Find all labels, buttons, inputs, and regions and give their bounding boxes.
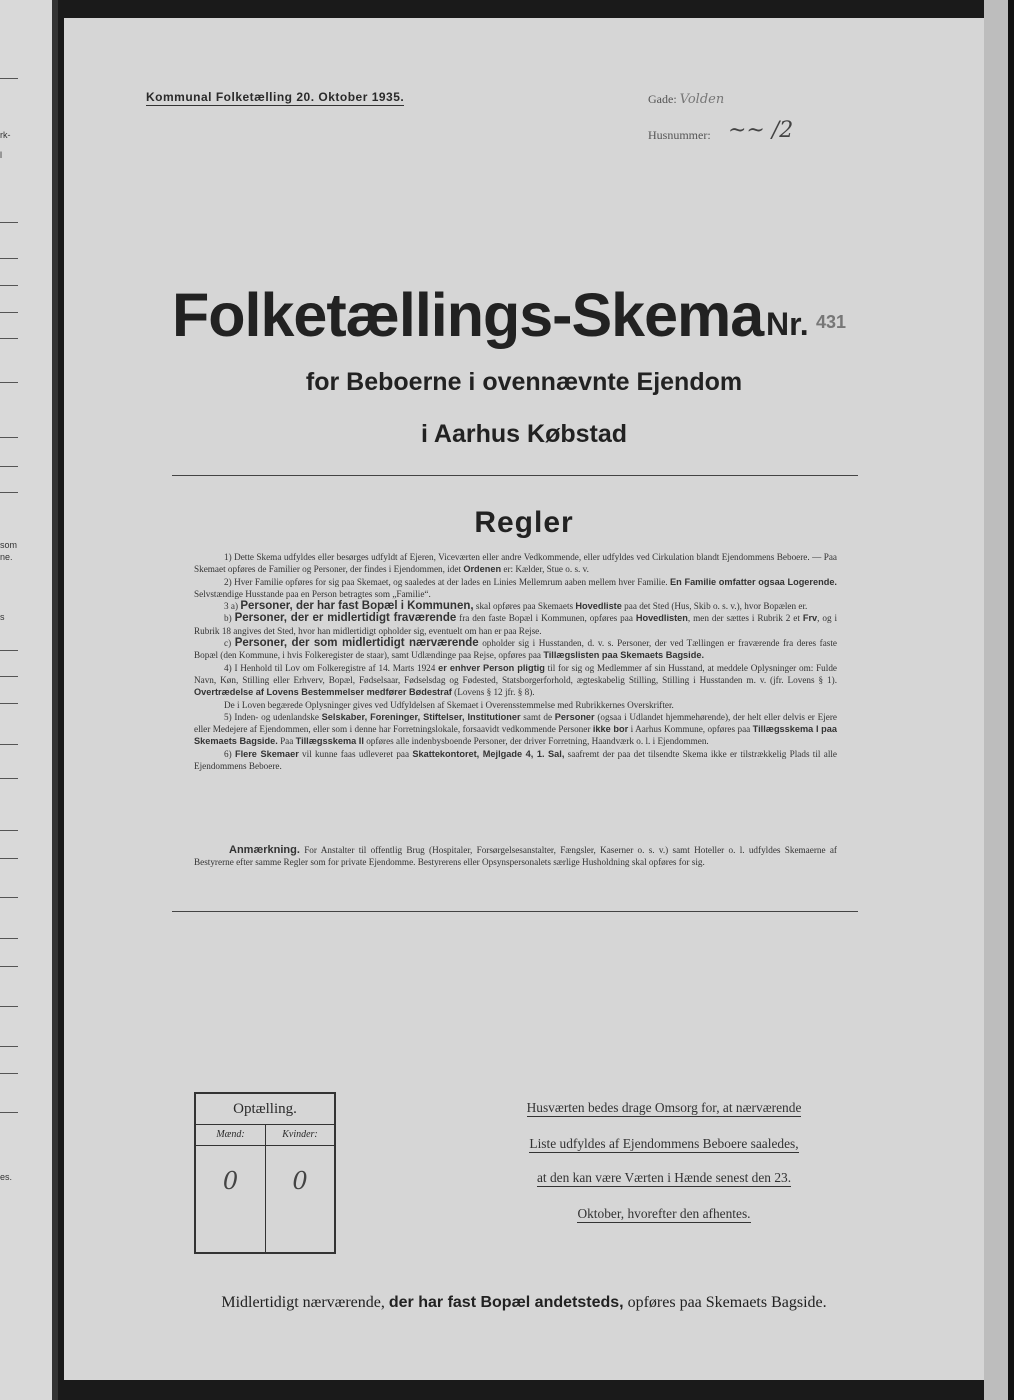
census-form-page <box>64 18 984 1380</box>
maend-column <box>196 1125 266 1252</box>
rule-1: 1) Dette Skema udfyldes eller besørges udfyldt af Ejeren, Viceværten eller andre Vedkommende, eller udfyldes ved Cirkulation blandt Ejendommens Beboere. — Paa Skemaet opføres de Familier og Personer, der findes i Ejendommen, idet Ordenen er: Kælder, Stue o. s. v. <box>194 552 837 575</box>
rule-2: 2) Hver Familie opføres for sig paa Skemaet, og saaledes at der lades en Linies Mellemrum aaben mellem hver Familie. En Familie omfatter ogsaa Logerende. Selvstændige Husstande paa en Person betragtes som „Familie“. <box>194 576 837 599</box>
kvinder-label: Kvinder: <box>266 1125 334 1146</box>
left-rule <box>0 744 18 745</box>
left-rule <box>0 858 18 859</box>
left-rule <box>0 650 18 651</box>
left-rule <box>0 382 18 383</box>
left-fragment: s <box>0 612 5 622</box>
left-rule <box>0 676 18 677</box>
rule-3a: 3 a) Personer, der har fast Bopæl i Kommunen, skal opføres paa Skemaets Hovedliste paa det Sted (Hus, Skib o. s. v.), hvor Bopælen er. <box>224 600 808 613</box>
left-rule <box>0 285 18 286</box>
left-rule <box>0 338 18 339</box>
anmaerkning-text: For Anstalter til offentlig Brug (Hospitaler, Forsørgelsesanstalter, Fængsler, Kaserner o. s. v.) samt Hoteller o. l. udfyldes Skemaerne af Bestyrerne efter samme Regler som for private Ejendomme. Bestyrerens eller Opsynspersonalets særlige Husholdning skal opføres for sig. <box>194 845 837 868</box>
kvinder-column <box>266 1125 334 1252</box>
rule-5: 5) Inden- og udenlandske Selskaber, Foreninger, Stiftelser, Institutioner samt de Personer (ogsaa i Udlandet hjemmehørende), der helt eller delvis er Ejere eller Medejere af Ejendommen, eller som i denne har Forretningslokale, forsaavidt vedkommende Personer ikke bor i Aarhus Kommune, opføres paa Tillægsskema I paa Skemaets Bagside. Paa Tillægsskema II opføres alle indenbysboende Personer, der driver Forretning, Haandværk o. l. i Ejendommen. <box>194 711 838 747</box>
rule-4: 4) I Henhold til Lov om Folkeregistre af 14. Marts 1924 er enhver Person pligtig til for sig og Medlemmer af sin Husstand, at meddele Oplysninger om: Fulde Navn, Køn, Stilling eller Erhverv, Bopæl, Fødselsaar, Fødselsdag og Fødested, Statsborgerforhold, ægteskabelig Stilling, Stilling i Husstanden m. v. (jfr. Lovens § 1). Overtrædelse af Lovens Bestemmelser medfører Bødestraf (Lovens § 12 jfr. § 8). <box>194 662 838 698</box>
rule-3c: c) Personer, der som midlertidigt nærværende opholder sig i Husstanden, d. v. s. Personer, der ved Tællingen er fraværende fra deres faste Bopæl (den Kommune, i hvis Folkeregister de staar), samt Udlændinge paa Rejse, opføres paa Tillægslisten paa Skemaets Bagside. <box>194 637 838 661</box>
form-title: Folketællings-Skema <box>172 281 764 349</box>
rule-6: 6) Flere Skemaer vil kunne faas udleveret paa Skattekontoret, Mejlgade 4, 1. Sal, saafremt der paa det tilsendte Skema ikke er tilstrækkelig Plads til alle Ejendommens Beboere. <box>194 748 838 772</box>
left-fragment: es. <box>0 1172 13 1182</box>
husnummer-field <box>648 128 711 143</box>
left-rule <box>0 778 18 779</box>
left-rule <box>0 938 18 939</box>
rule-4-note: De i Loven begærede Oplysninger gives ved Udfyldelsen af Skemaet i Overensstemmelse med Rubrikkernes Overskrifter. <box>224 699 674 710</box>
left-rule <box>0 703 18 704</box>
gade-value: Volden <box>679 92 725 107</box>
divider-top <box>172 475 858 476</box>
left-rule <box>0 1046 18 1047</box>
left-rule <box>0 312 18 313</box>
maend-label: Mænd: <box>196 1125 265 1146</box>
anmaerkning <box>194 844 837 869</box>
notice-line-1: Husværten bedes drage Omsorg for, at nærværende <box>526 1100 802 1115</box>
husnummer-value: ~~ /2 <box>728 118 794 143</box>
optaelling-title: Optælling. <box>196 1094 334 1125</box>
left-rule <box>0 1073 18 1074</box>
rule-3b: b) Personer, der er midlertidigt fraværende fra den faste Bopæl i Kommunen, opføres paa Hovedlisten, men der sættes i Rubrik 2 et Frv, og i Rubrik 18 angives det Sted, hvor han midlertidigt opholder sig, eventuelt om han er paa Rejse. <box>194 612 838 636</box>
left-fragment: som <box>0 540 18 550</box>
gade-field <box>648 92 724 107</box>
left-rule <box>0 897 18 898</box>
subtitle-residents: for Beboerne i ovennævnte Ejendom <box>305 368 743 396</box>
left-rule <box>0 437 18 438</box>
husnummer-label: Husnummer: <box>648 128 711 142</box>
left-rule <box>0 222 18 223</box>
left-rule <box>0 830 18 831</box>
left-rule <box>0 1112 18 1113</box>
rules-body <box>194 551 837 772</box>
book-gutter <box>52 0 58 1400</box>
notice-line-2: Liste udfyldes af Ejendommens Beboere saaledes, <box>529 1136 799 1151</box>
notice-line-3: at den kan være Værten i Hænde senest den 23. <box>536 1170 792 1185</box>
left-rule <box>0 258 18 259</box>
gade-label: Gade: <box>648 92 677 106</box>
maend-value: 0 <box>222 1167 239 1195</box>
notice-line-4: Oktober, hvorefter den afhentes. <box>577 1206 751 1221</box>
left-rule <box>0 1006 18 1007</box>
optaelling-box <box>194 1092 336 1254</box>
anmaerkning-label: Anmærkning. <box>229 844 300 856</box>
left-rule <box>0 966 18 967</box>
left-fragment: rk- <box>0 130 11 140</box>
subtitle-city: i Aarhus Købstad <box>420 420 628 448</box>
left-rule <box>0 492 18 493</box>
left-fragment: l <box>0 150 2 160</box>
left-rule <box>0 466 18 467</box>
nr-value: 431 <box>816 312 847 332</box>
census-title: Kommunal Folketælling 20. Oktober 1935. <box>146 90 405 104</box>
nr-label: Nr. <box>766 306 809 342</box>
left-page-edge <box>0 0 58 1400</box>
kvinder-value: 0 <box>292 1167 308 1195</box>
left-fragment: ne. <box>0 552 13 562</box>
page-stack-edge <box>984 0 1008 1400</box>
footer-note: Midlertidigt nærværende, der har fast Bopæl andetsteds, opføres paa Skemaets Bagside. <box>221 1294 827 1311</box>
left-rule <box>0 78 18 79</box>
rules-heading: Regler <box>474 506 574 539</box>
divider-bottom <box>172 911 858 912</box>
scan-border <box>1008 0 1014 1400</box>
